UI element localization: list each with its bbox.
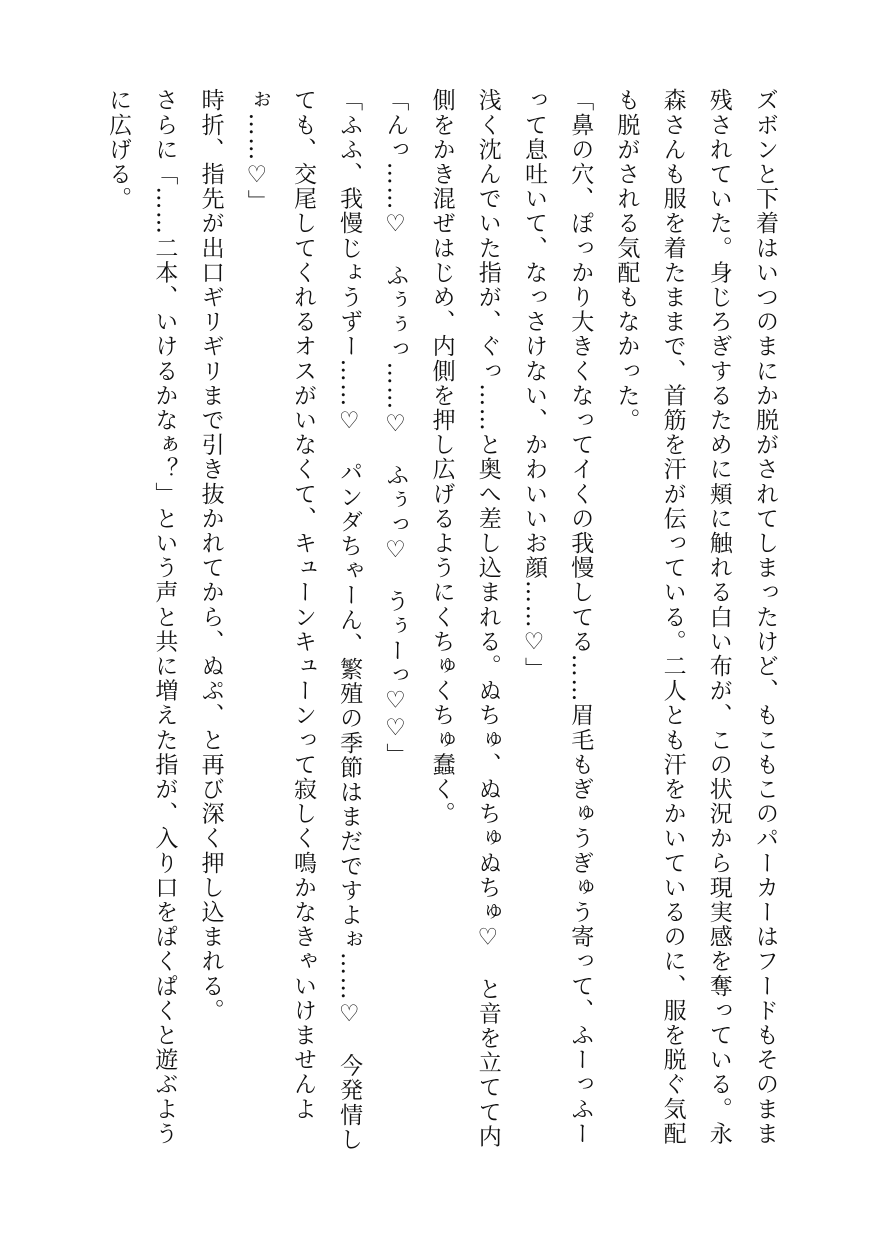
paragraph-4: 「んっ……♡ ふぅぅっ……♡ ふぅっ♡ うぅーっ♡♡」 bbox=[382, 88, 409, 768]
paragraph-2: 「鼻の穴、ぽっかり大きくなってイくの我慢してる……眉毛もぎゅうぎゅう寄って、ふーっふーって息吐いて、なっさけない、かわいいお顔……♡」 bbox=[520, 88, 594, 1146]
paragraph-7: さらに「……二本、いけるかなぁ？」という声と共に増えた指が、入り口をぱくぱくと遊ぶように広げる。 bbox=[105, 88, 178, 1146]
vertical-text-body bbox=[95, 88, 788, 1168]
paragraph-6: 時折、指先が出口ギリギリまで引き抜かれてから、ぬぷ、と再び深く押し込まれる。 bbox=[197, 88, 224, 1023]
paragraph-1: ズボンと下着はいつのまにか脱がされてしまったけど、もこもこのパーカーはフードもそのまま残されていた。身じろぎするために頬に触れる白い布が、この状況から現実感を奪っている。永森さんも服を着たままで、首筋を汗が伝っている。二人とも汗をかいているのに、服を脱ぐ気配も脱がされる気配もなかった。 bbox=[613, 88, 778, 1146]
paragraph-5: 「ふふ、我慢じょうずー……♡ パンダちゃーん、繁殖の季節はまだですよぉ……♡ 今発情しても、交尾してくれるオスがいなくて、キューンキューンって寂しく鳴かなきゃいけませんよぉ……♡」 bbox=[243, 88, 363, 1152]
paragraph-3: 浅く沈んでいた指が、ぐっ……と奥へ差し込まれる。ぬちゅ、ぬちゅぬちゅ♡ と音を立てて内側をかき混ぜはじめ、内側を押し広げるようにくちゅくちゅ蠢く。 bbox=[428, 88, 501, 1149]
